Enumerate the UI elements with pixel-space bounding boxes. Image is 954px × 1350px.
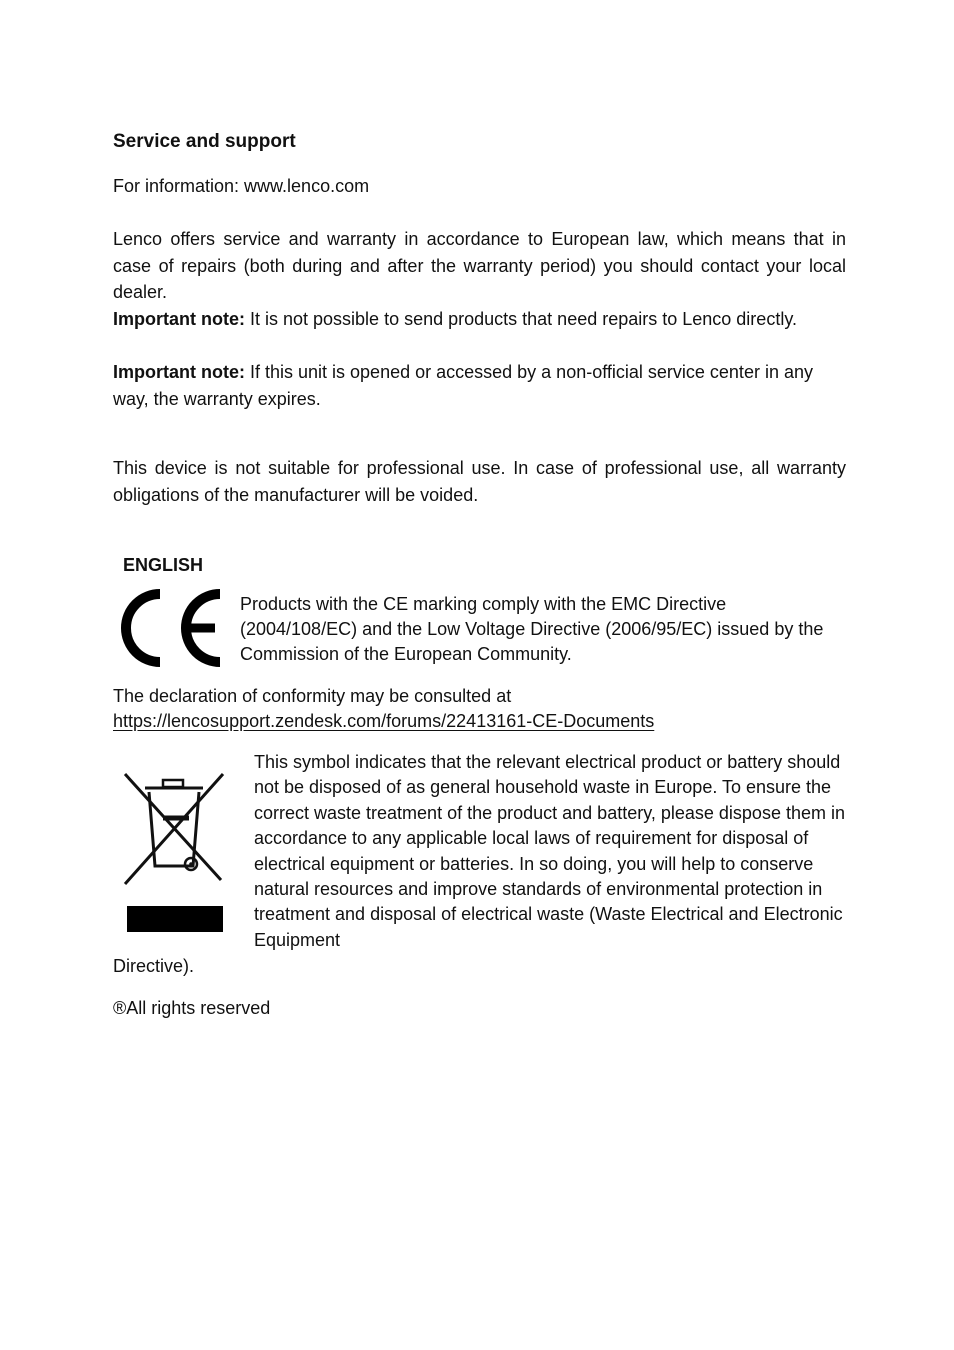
- warranty-paragraph: Lenco offers service and warranty in accordance to European law, which means that in case of repairs (both during and after the warranty period) you should contact your local dealer.: [113, 229, 846, 302]
- declaration-intro: The declaration of conformity may be consulted at: [113, 686, 512, 706]
- weee-description: This symbol indicates that the relevant electrical product or battery should not be disposed of as general household waste in Europe. To ensure the correct waste treatment of the product and battery, please dispose them in accordance to any applicable local laws of requirement for disposal of electrical equipment or batteries. In so doing, you will help to conserve natural resources and improve standards of environmental protection in treatment and disposal of electrical waste (Waste Electrical and Electronic Equipment: [254, 752, 845, 950]
- ce-mark-icon: [115, 588, 223, 668]
- important-note-text: It is not possible to send products that need repairs to Lenco directly.: [245, 309, 797, 329]
- ce-description: Products with the CE marking comply with the EMC Directive (2004/108/EC) and the Low Voltage Directive (2006/95/EC) issued by the Commission of the European Community.: [240, 594, 824, 664]
- rights-reserved: ®All rights reserved: [113, 998, 271, 1018]
- weee-description-end: Directive).: [113, 956, 195, 976]
- language-heading: ENGLISH: [123, 555, 204, 575]
- page-title: Service and support: [113, 131, 296, 152]
- important-note-text: If this unit is opened or accessed by a non-official service center in any way, the warranty expires.: [113, 362, 813, 409]
- important-note-2: [113, 359, 846, 412]
- info-line: For information: www.lenco.com: [113, 176, 370, 196]
- crossed-out-wheelie-bin-icon: [119, 768, 229, 934]
- professional-use-paragraph: This device is not suitable for professional use. In case of professional use, all warranty obligations of the manufacturer will be voided.: [113, 458, 846, 505]
- important-note-label: Important note:: [113, 309, 245, 329]
- important-note-1: [113, 306, 853, 333]
- important-note-label: Important note:: [113, 362, 245, 382]
- declaration-link[interactable]: https://lencosupport.zendesk.com/forums/22413161-CE-Documents: [113, 711, 655, 731]
